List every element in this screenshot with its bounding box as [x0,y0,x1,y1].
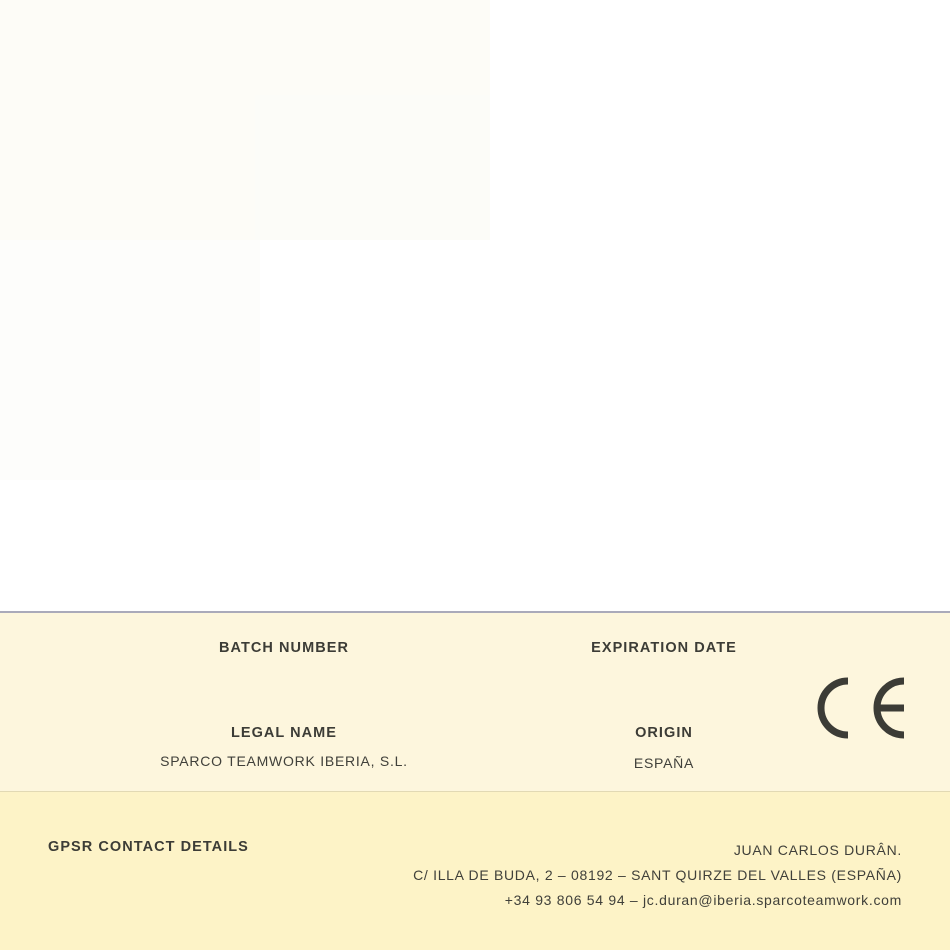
origin-value: ESPAÑA [633,755,695,771]
artwork-ghost-block-left [0,240,260,480]
gpsr-contact-details [413,838,902,913]
batch-number-label: BATCH NUMBER [219,640,349,656]
gpsr-contact-address: C/ ILLA DE BUDA, 2 – 08192 – SANT QUIRZE DEL VALLES (ESPAÑA) [413,867,902,883]
artwork-ghost-block-inner [255,95,490,240]
field-origin [514,725,814,771]
gpsr-contact-title: GPSR CONTACT DETAILS [48,839,249,855]
legal-name-value: SPARCO TEAMWORK IBERIA, S.L. [160,753,408,769]
legal-name-label: LEGAL NAME [230,725,338,741]
field-expiration-date [514,640,814,665]
expiration-date-label: EXPIRATION DATE [591,640,737,656]
origin-label: ORIGIN [635,725,693,741]
gpsr-contact-name: JUAN CARLOS DURÂN. [733,842,902,858]
field-batch-number [134,640,434,665]
gpsr-contact-phone-email: +34 93 806 54 94 – jc.duran@iberia.sparcoteamwork.com [504,892,902,908]
ce-marking-icon [812,673,908,743]
field-legal-name [134,725,434,769]
